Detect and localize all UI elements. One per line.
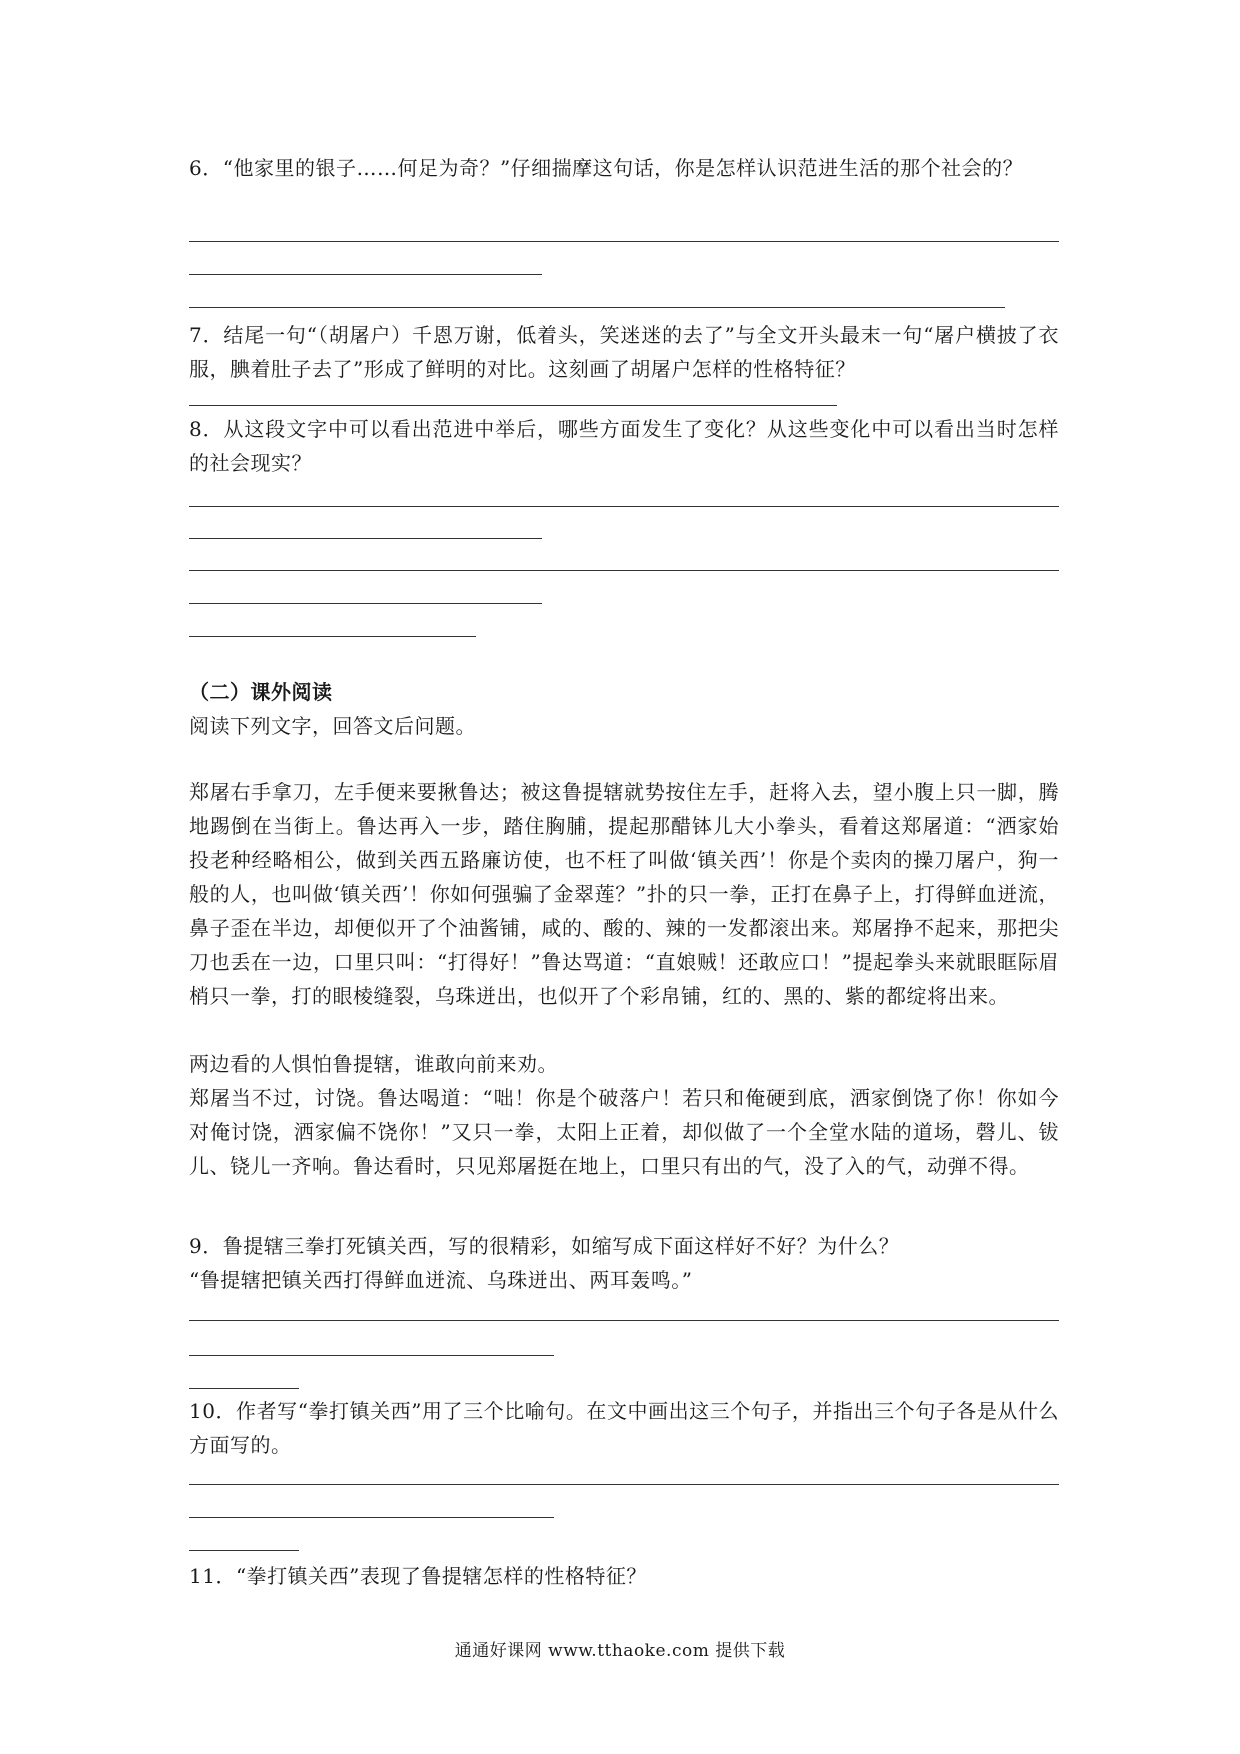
answer-line[interactable] [189, 538, 542, 539]
page-footer: 通通好课网 www.tthaoke.com 提供下载 [454, 1641, 786, 1661]
answer-line[interactable] [189, 405, 837, 406]
answer-line[interactable] [189, 1320, 1059, 1321]
answer-line[interactable] [189, 570, 1059, 571]
answer-line[interactable] [189, 603, 542, 604]
answer-line[interactable] [189, 1550, 299, 1551]
answer-line[interactable] [189, 506, 1059, 507]
question-6: 6．“他家里的银子……何足为奇？”仔细揣摩这句话，你是怎样认识范进生活的那个社会的？ [189, 156, 1024, 180]
question-9: 9．鲁提辖三拳打死镇关西，写的很精彩，如缩写成下面这样好不好？为什么？ [189, 1234, 900, 1258]
answer-line[interactable] [189, 1484, 1059, 1485]
question-9-quote: “鲁提辖把镇关西打得鲜血迸流、乌珠迸出、两耳轰鸣。” [189, 1268, 693, 1292]
answer-line[interactable] [189, 274, 542, 275]
reading-instruction: 阅读下列文字，回答文后问题。 [189, 714, 476, 738]
answer-line[interactable] [189, 1388, 299, 1389]
question-10: 10．作者写“拳打镇关西”用了三个比喻句。在文中画出这三个句子，并指出三个句子各是从什么方面写的。 [189, 1399, 1059, 1457]
answer-line[interactable] [189, 241, 1059, 242]
answer-line[interactable] [189, 307, 1005, 308]
passage-paragraph-2: 两边看的人惧怕鲁提辖，谁敢向前来劝。 [189, 1052, 558, 1076]
section-heading: （二）课外阅读 [189, 680, 333, 704]
answer-line[interactable] [189, 1517, 554, 1518]
passage-paragraph-3: 郑屠当不过，讨饶。鲁达喝道：“咄！你是个破落户！若只和俺硬到底，洒家倒饶了你！你如今对俺讨饶，洒家偏不饶你！”又只一拳，太阳上正着，却似做了一个全堂水陆的道场，磬儿、钹儿、铙儿一齐响。鲁达看时，只见郑屠挺在地上，口里只有出的气，没了入的气，动弹不得。 [189, 1086, 1059, 1178]
answer-line[interactable] [189, 1355, 554, 1356]
question-7: 7．结尾一句“（胡屠户）千恩万谢，低着头，笑迷迷的去了”与全文开头最末一句“屠户横披了衣服，腆着肚子去了”形成了鲜明的对比。这刻画了胡屠户怎样的性格特征？ [189, 323, 1059, 381]
question-11: 11．“拳打镇关西”表现了鲁提辖怎样的性格特征？ [189, 1564, 647, 1588]
answer-line[interactable] [189, 636, 476, 637]
question-8: 8．从这段文字中可以看出范进中举后，哪些方面发生了变化？从这些变化中可以看出当时怎样的社会现实？ [189, 417, 1059, 475]
passage-paragraph-1: 郑屠右手拿刀，左手便来要揪鲁达；被这鲁提辖就势按住左手，赶将入去，望小腹上只一脚，腾地踢倒在当街上。鲁达再入一步，踏住胸脯，提起那醋钵儿大小拳头，看着这郑屠道：“洒家始投老种经略相公，做到关西五路廉访使，也不枉了叫做‘镇关西’！你是个卖肉的操刀屠户，狗一般的人，也叫做‘镇关西’！你如何强骗了金翠莲？”扑的只一拳，正打在鼻子上，打得鲜血迸流，鼻子歪在半边，却便似开了个油酱铺，咸的、酸的、辣的一发都滚出来。郑屠挣不起来，那把尖刀也丢在一边，口里只叫：“打得好！”鲁达骂道：“直娘贼！还敢应口！”提起拳头来就眼眶际眉梢只一拳，打的眼棱缝裂，乌珠迸出，也似开了个彩帛铺，红的、黑的、紫的都绽将出来。 [189, 780, 1059, 1008]
